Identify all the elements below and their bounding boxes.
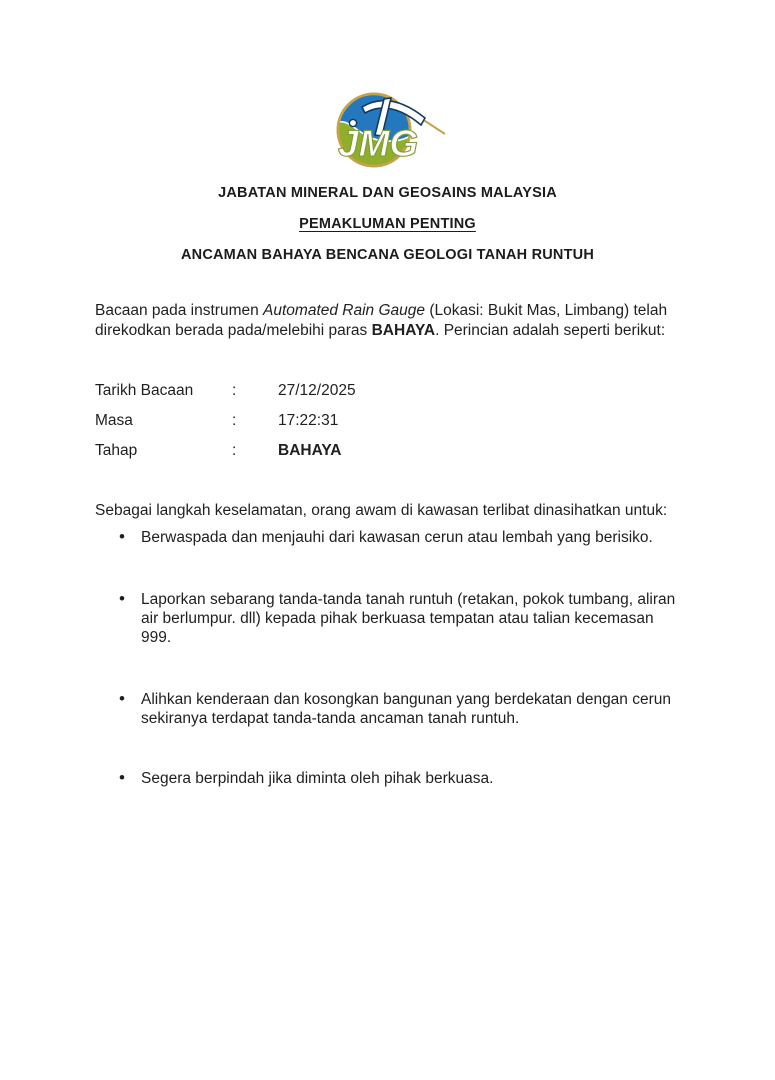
alert-level: BAHAYA — [371, 321, 436, 339]
detail-label: Masa — [95, 412, 133, 429]
reading-details — [95, 381, 680, 460]
detail-separator: : — [232, 412, 237, 429]
instrument-name: Automated Rain Gauge — [263, 302, 426, 319]
advisory-intro: Sebagai langkah keselamatan, orang awam di kawasan terlibat dinasihatkan untuk: — [95, 502, 668, 519]
advisory-item-1: • Berwaspada dan menjauhi dari kawasan cerun atau lembah yang berisiko. — [117, 528, 680, 547]
advisory-list — [117, 528, 680, 788]
advisory-item-2: • Laporkan sebarang tanda-tanda tanah runtuh (retakan, pokok tumbang, aliran air berlumpur. dll) kepada pihak berkuasa tempatan atau talian kecemasan 999. — [117, 590, 680, 647]
detail-value-level: BAHAYA — [278, 442, 342, 459]
detail-value-time: 17:22:31 — [278, 412, 339, 429]
intro-part1: Bacaan pada instrumen — [95, 302, 264, 319]
jmg-logo-graphic — [328, 86, 448, 170]
detail-row-tahap — [95, 441, 680, 460]
intro-part3: . Perincian adalah seperti berikut: — [435, 321, 666, 339]
notice-title — [0, 215, 775, 233]
detail-row-tarikh — [95, 381, 680, 400]
logo-letters: JMG — [337, 123, 418, 164]
detail-value-date: 27/12/2025 — [278, 382, 356, 399]
subject-title: ANCAMAN BAHAYA BENCANA GEOLOGI TANAH RUNTUH — [181, 247, 594, 263]
detail-label: Tahap — [95, 442, 138, 459]
detail-separator: : — [232, 382, 237, 399]
intro-part2: (Lokasi: Bukit Mas, Limbang) telah direkodkan berada pada/melebihi paras — [95, 302, 668, 339]
detail-label: Tarikh Bacaan — [95, 382, 194, 399]
advisory-item-4: • Segera berpindah jika diminta oleh pihak berkuasa. — [117, 769, 680, 788]
advisory-item-3: • Alihkan kenderaan dan kosongkan bangunan yang berdekatan dengan cerun sekiranya terdapat tanda-tanda ancaman tanah runtuh. — [117, 690, 680, 728]
jmg-logo — [0, 0, 775, 170]
detail-row-masa — [95, 411, 680, 430]
notice-title-text: PEMAKLUMAN PENTING — [299, 216, 476, 232]
detail-separator: : — [232, 442, 237, 459]
agency-title: JABATAN MINERAL DAN GEOSAINS MALAYSIA — [218, 185, 557, 201]
intro-paragraph — [95, 301, 680, 340]
